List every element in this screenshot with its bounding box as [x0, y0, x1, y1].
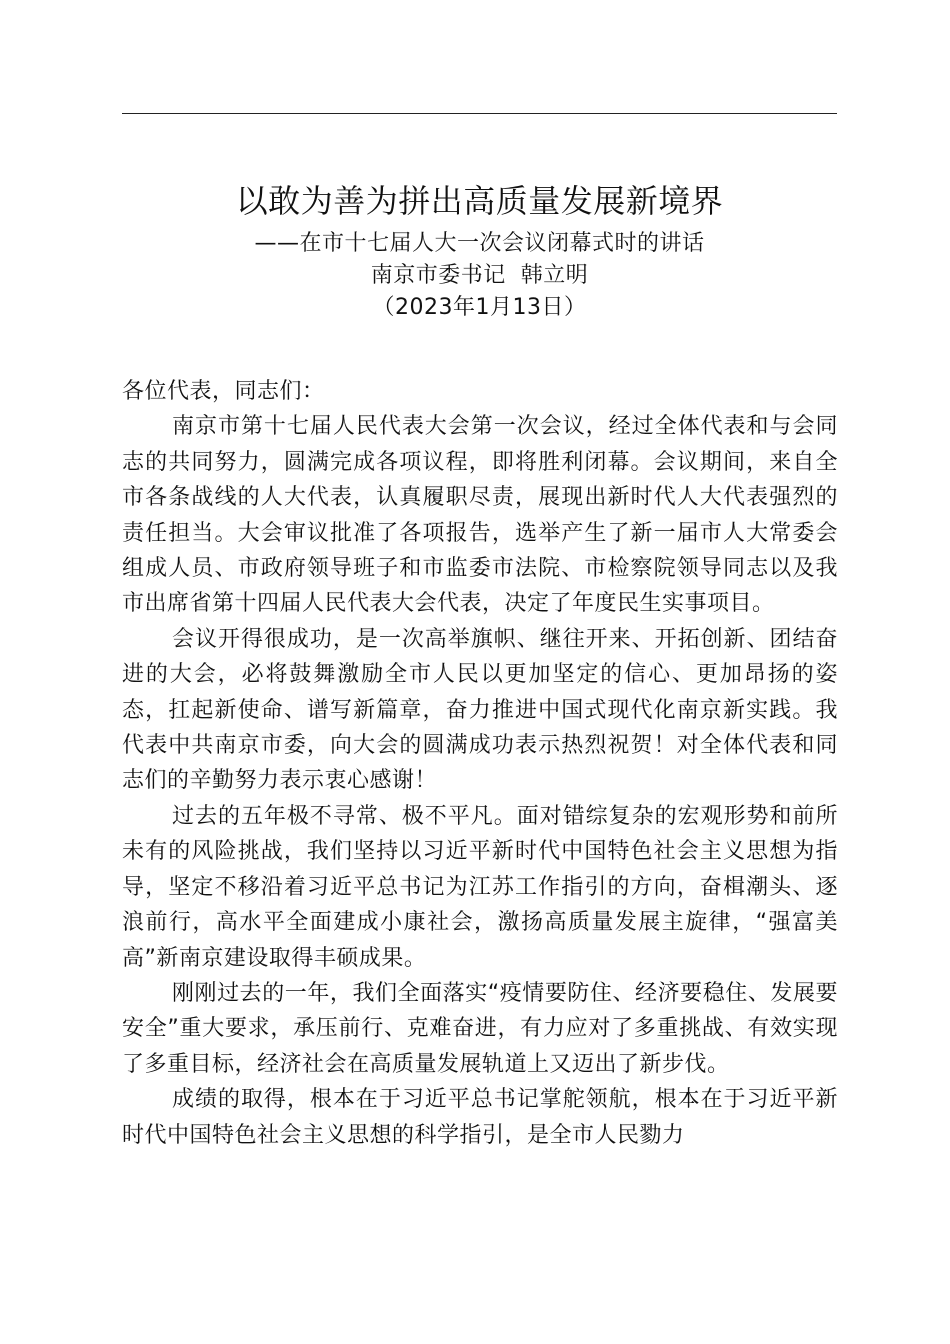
- document-author: 南京市委书记 韩立明: [370, 263, 589, 288]
- document-title: 以敢为善为拼出高质量发展新境界: [235, 182, 724, 220]
- paragraph: 南京市第十七届人民代表大会第一次会议，经过全体代表和与会同志的共同努力，圆满完成各项议程，即将胜利闭幕。会议期间，来自全市各条战线的人大代表，认真履职尽责，展现出新时代人大代表强烈的责任担当。大会审议批准了各项报告，选举产生了新一届市人大常委会组成人员、市政府领导班子和市监委市法院、市检察院领导同志以及我市出席省第十四届人民代表大会代表，决定了年度民生实事项目。: [122, 414, 838, 617]
- salutation: 各位代表，同志们：: [122, 379, 325, 404]
- document-subtitle: ——在市十七届人大一次会议闭幕式时的讲话: [254, 231, 705, 256]
- paragraph: 过去的五年极不寻常、极不平凡。面对错综复杂的宏观形势和前所未有的风险挑战，我们坚持以习近平新时代中国特色社会主义思想为指导，坚定不移沿着习近平总书记为江苏工作指引的方向，奋楫潮头、逐浪前行，高水平全面建成小康社会，激扬高质量发展主旋律，“强富美高”新南京建设取得丰硕成果。: [122, 803, 838, 971]
- document-header: [122, 174, 837, 324]
- paragraph: 刚刚过去的一年，我们全面落实“疫情要防住、经济要稳住、发展要安全”重大要求，承压前行、克难奋进，有力应对了多重挑战、有效实现了多重目标，经济社会在高质量发展轨道上又迈出了新步伐。: [122, 980, 838, 1077]
- paragraph: 会议开得很成功，是一次高举旗帜、继往开来、开拓创新、团结奋进的大会，必将鼓舞激励全市人民以更加坚定的信心、更加昂扬的姿态，扛起新使命、谱写新篇章，奋力推进中国式现代化南京新实践。我代表中共南京市委，向大会的圆满成功表示热烈祝贺！对全体代表和同志们的辛勤努力表示衷心感谢！: [122, 626, 838, 794]
- document-body: [122, 374, 838, 1153]
- header-rule: [122, 113, 837, 114]
- document-date: （2023年1月13日）: [372, 295, 587, 320]
- paragraph: 成绩的取得，根本在于习近平总书记掌舵领航，根本在于习近平新时代中国特色社会主义思想的科学指引，是全市人民勠力: [122, 1087, 838, 1148]
